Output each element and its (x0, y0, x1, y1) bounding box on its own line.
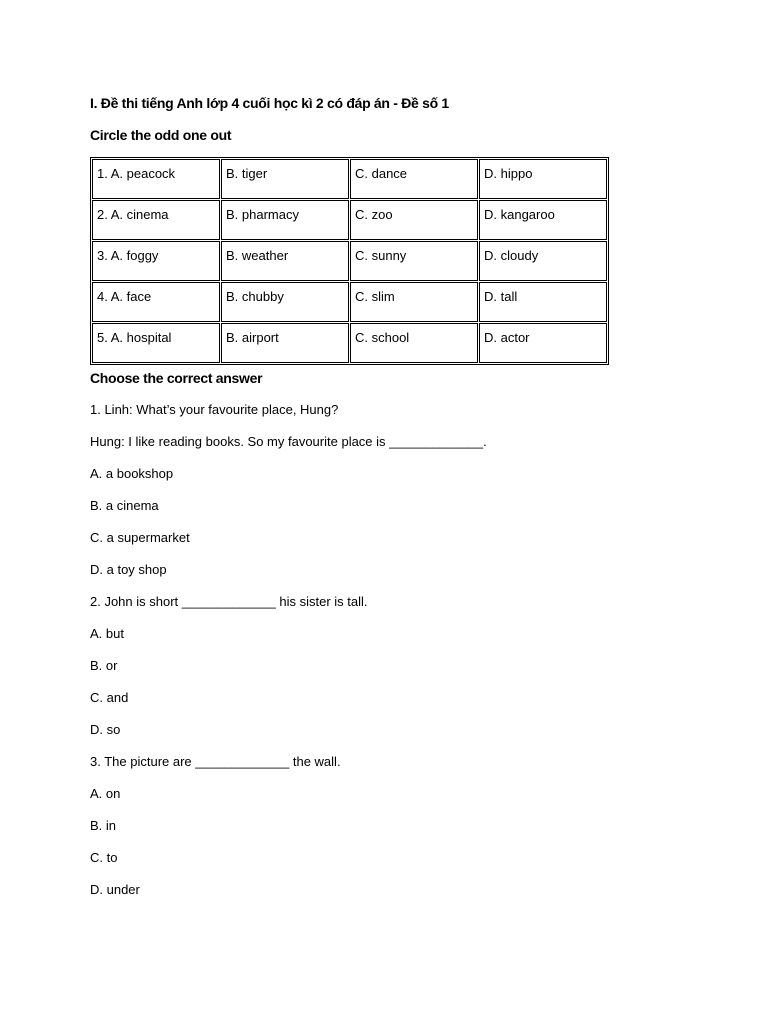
question-text: 3. The picture are _____________ the wall. (90, 754, 341, 769)
answer-option: D. a toy shop (90, 562, 167, 577)
table-cell: 3. A. foggy (92, 241, 220, 281)
table-cell: 1. A. peacock (92, 159, 220, 199)
answer-option: C. to (90, 850, 118, 865)
answer-option: C. a supermarket (90, 530, 190, 545)
table-cell: B. weather (221, 241, 349, 281)
table-cell: 2. A. cinema (92, 200, 220, 240)
answer-option: C. and (90, 690, 129, 705)
table-cell: D. hippo (479, 159, 607, 199)
table-cell: D. tall (479, 282, 607, 322)
table-cell: B. chubby (221, 282, 349, 322)
table-cell: B. airport (221, 323, 349, 363)
document-title: I. Đề thi tiếng Anh lớp 4 cuối học kì 2 có đáp án - Đề số 1 (90, 95, 449, 111)
table-cell: C. sunny (350, 241, 478, 281)
table-row (92, 323, 607, 363)
table-cell: B. tiger (221, 159, 349, 199)
table-cell: D. cloudy (479, 241, 607, 281)
table-cell: 4. A. face (92, 282, 220, 322)
table-cell: D. kangaroo (479, 200, 607, 240)
table-cell: C. school (350, 323, 478, 363)
answer-option: B. in (90, 818, 117, 833)
odd-one-out-table (90, 157, 609, 365)
answer-option: D. so (90, 722, 121, 737)
answer-option: A. a bookshop (90, 466, 174, 481)
table-cell: 5. A. hospital (92, 323, 220, 363)
table-row (92, 200, 607, 240)
question-text: Hung: I like reading books. So my favourite place is _____________. (90, 434, 487, 449)
section-heading-choose-answer: Choose the correct answer (90, 370, 263, 386)
table-cell: C. slim (350, 282, 478, 322)
table-row (92, 241, 607, 281)
table-row (92, 282, 607, 322)
section-heading-odd-one-out: Circle the odd one out (90, 127, 232, 143)
answer-option: D. under (90, 882, 140, 897)
table-cell: D. actor (479, 323, 607, 363)
answer-option: B. or (90, 658, 118, 673)
answer-option: A. on (90, 786, 121, 801)
table-cell: B. pharmacy (221, 200, 349, 240)
question-text: 1. Linh: What’s your favourite place, Hung? (90, 402, 339, 417)
table-cell: C. dance (350, 159, 478, 199)
answer-option: B. a cinema (90, 498, 159, 513)
question-text: 2. John is short _____________ his sister is tall. (90, 594, 368, 609)
table-row (92, 159, 607, 199)
answer-option: A. but (90, 626, 124, 641)
table-cell: C. zoo (350, 200, 478, 240)
